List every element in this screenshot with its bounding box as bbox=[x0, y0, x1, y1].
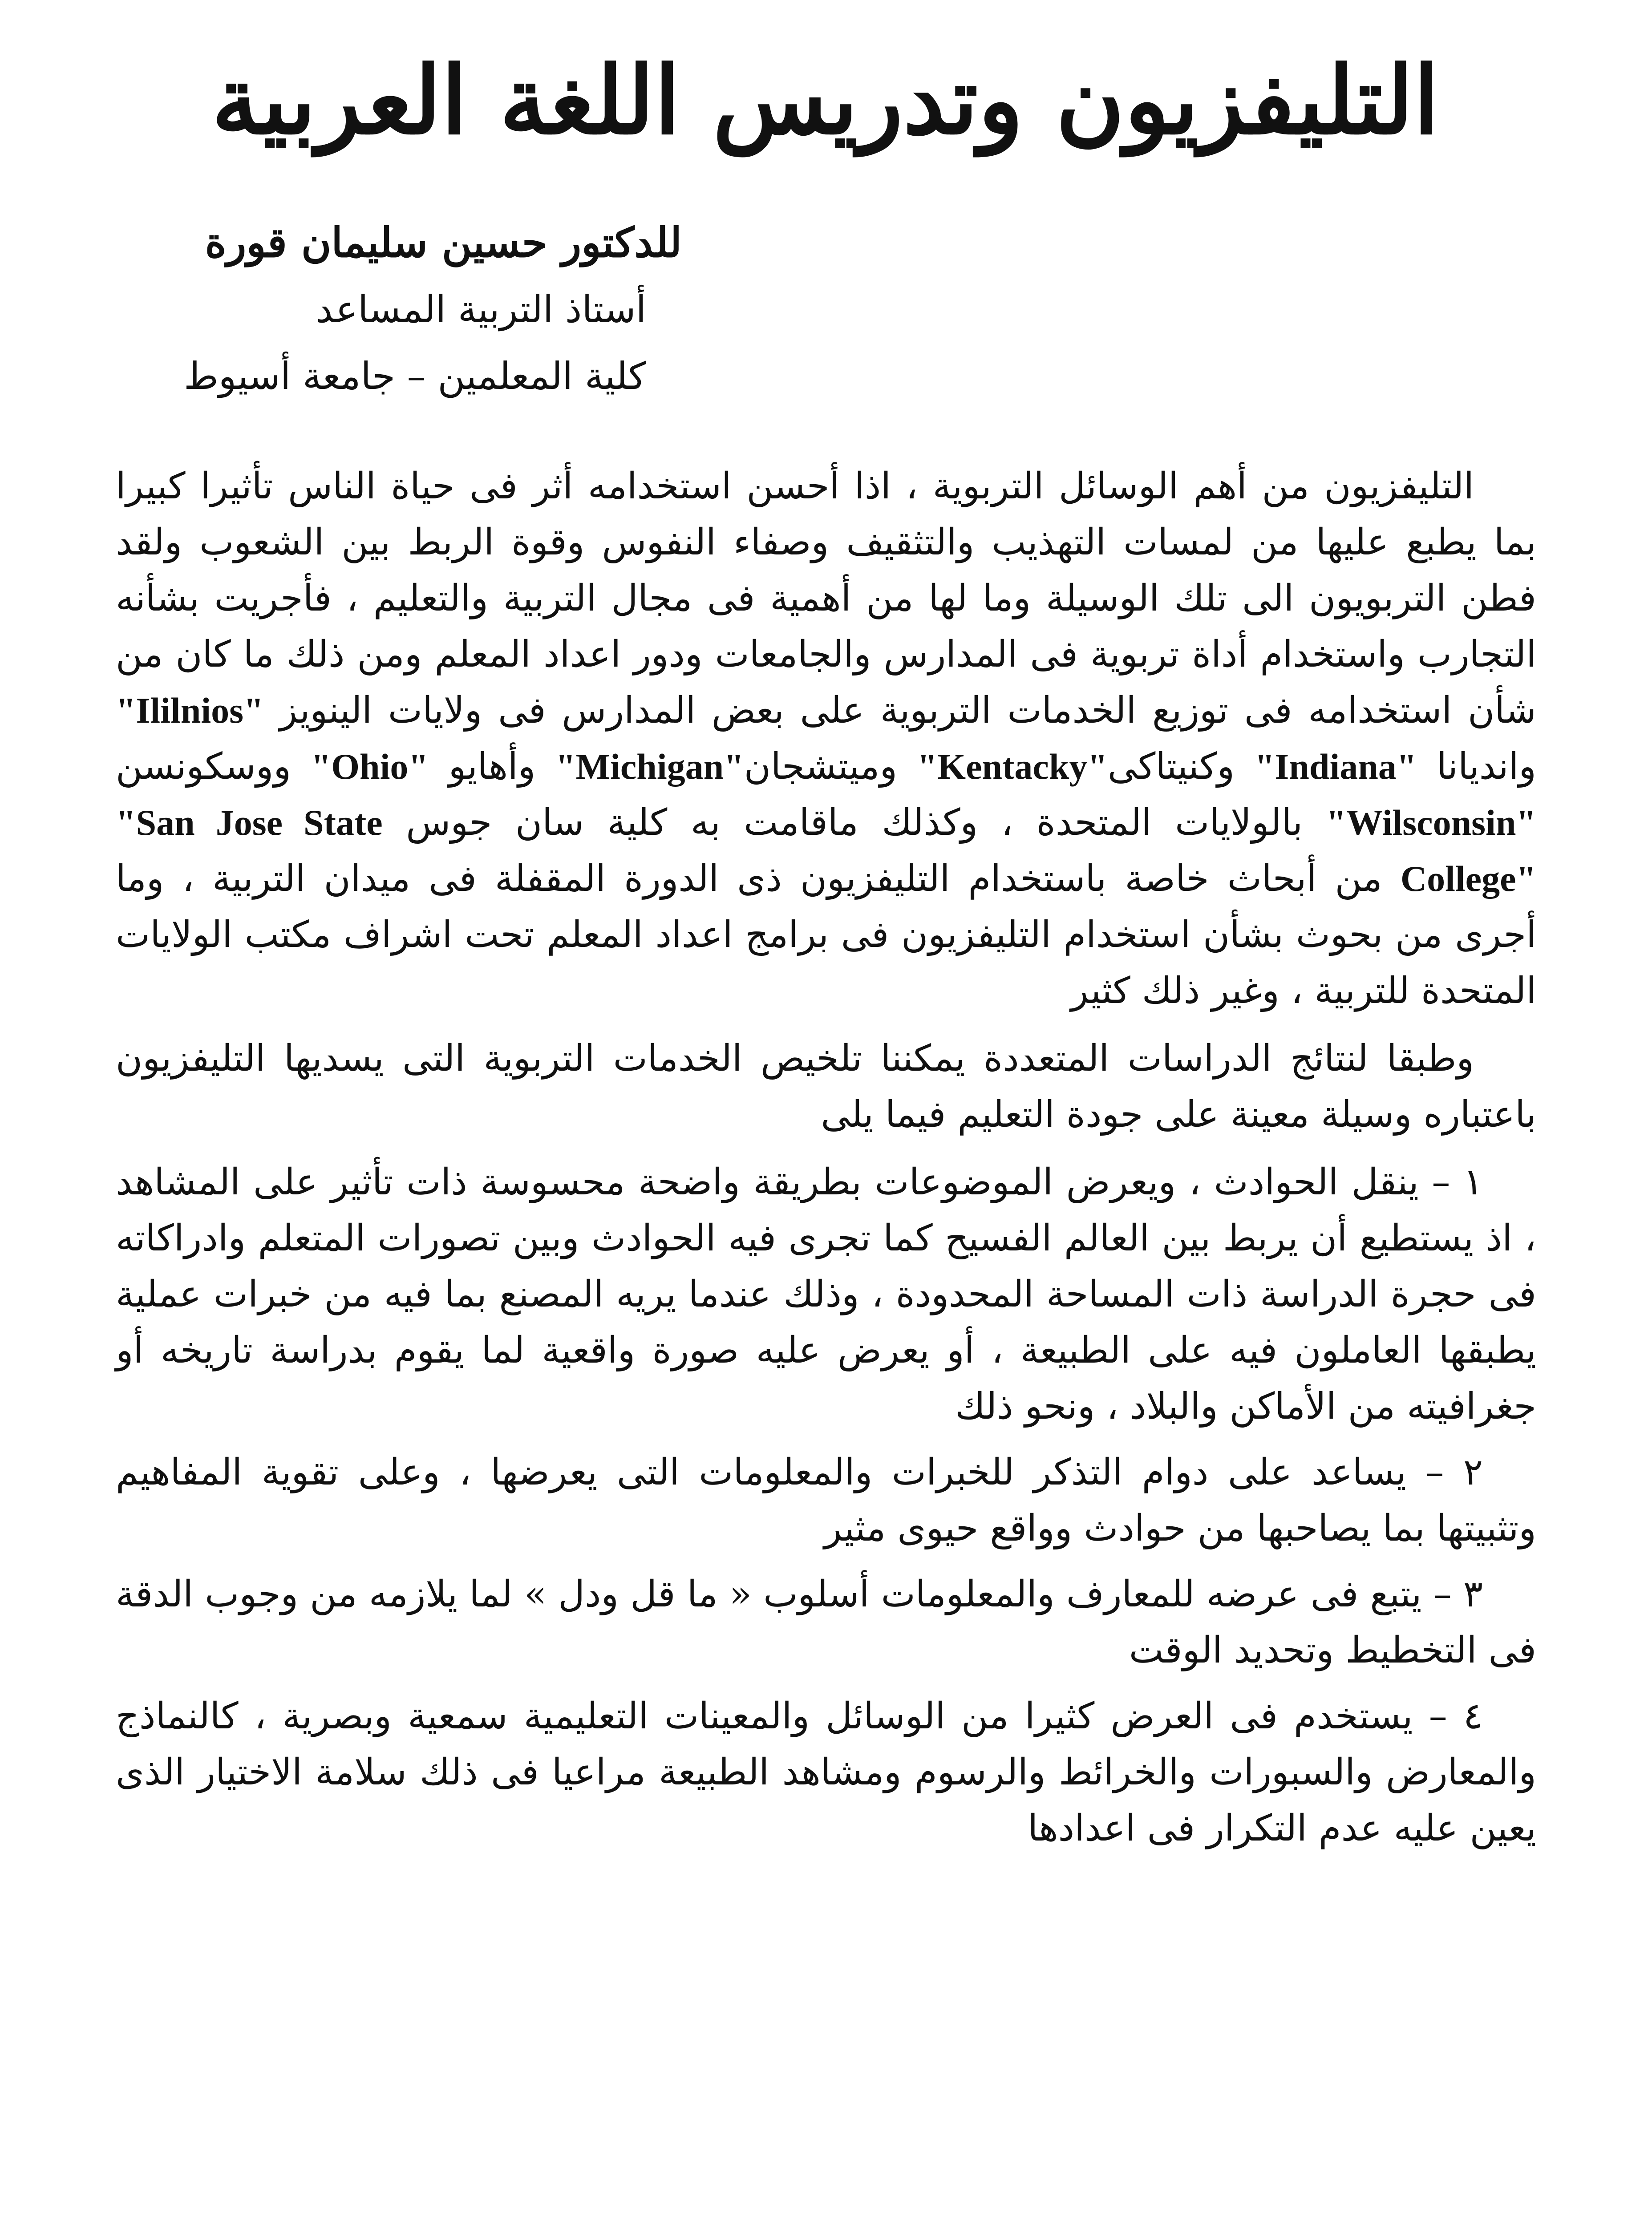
article-body bbox=[116, 458, 1536, 1866]
author-name: للدكتور حسين سليمان قورة bbox=[205, 218, 682, 267]
author-affiliation: كلية المعلمين – جامعة أسيوط bbox=[184, 354, 646, 398]
intro-text-f: ووسكونسن bbox=[116, 745, 291, 788]
english-term-kentucky: "Kentacky" bbox=[917, 746, 1108, 787]
intro-text-h: من أبحاث خاصة باستخدام التليفزيون ذى الدورة المقفلة فى ميدان التربية ، وما أجرى من بحوث بشأن استخدام التليفزيون فى برامج اعداد المعلم تحت اشراف مكتب الولايات المتحدة للتربية ، وغير ذلك كثير bbox=[116, 858, 1536, 1012]
list-item-3: ٣ – يتبع فى عرضه للمعارف والمعلومات أسلوب « ما قل ودل » لما يلازمه من وجوب الدقة فى التخطيط وتحديد الوقت bbox=[116, 1573, 1536, 1671]
intro-text-g: بالولايات المتحدة ، وكذلك ماقامت به كلية سان جوس bbox=[406, 801, 1303, 844]
author-block bbox=[103, 209, 682, 409]
english-term-ohio: "Ohio" bbox=[311, 746, 429, 787]
english-term-san-jose: "San Jose State College" bbox=[116, 802, 1536, 899]
intro-text-b: واندیانا bbox=[1437, 745, 1537, 788]
intro-text-d: وميتشجان bbox=[744, 745, 898, 788]
list-item-1: ١ – ينقل الحوادث ، ويعرض الموضوعات بطريقة واضحة محسوسة ذات تأثير على المشاهد ، اذ يستطيع أن يربط بين العالم الفسيح كما تجرى فيه الحوادث وبين تصورات المتعلم وادراكاته فى حجرة الدراسة ذات المساحة المحدودة ، وذلك عندما يريه المصنع بما فيه من خبرات عملية يطبقها العاملون فيه على الطبيعة ، أو يعرض عليه صورة واقعية لما يقوم بدراسة تاريخه أو جغرافيته من الأماكن والبلاد ، ونحو ذلك bbox=[116, 1161, 1536, 1428]
english-term-wisconsin: "Wilsconsin" bbox=[1326, 802, 1536, 843]
english-term-indiana: "Indiana" bbox=[1254, 746, 1417, 787]
english-term-illinois: "Ililnios" bbox=[116, 690, 264, 731]
list-item-4: ٤ – يستخدم فى العرض كثيرا من الوسائل والمعينات التعليمية سمعية وبصرية ، كالنماذج والمعارض والسبورات والخرائط والرسوم ومشاهد الطبيعة مراعيا فى ذلك سلامة الاختيار الذى يعين عليه عدم التكرار فى اعدادها bbox=[116, 1695, 1536, 1849]
intro-paragraph bbox=[116, 458, 1536, 1019]
author-position: أستاذ التربية المساعد bbox=[316, 287, 646, 331]
intro-text-c: وكنيتاكى bbox=[1107, 745, 1235, 788]
summary-paragraph: وطبقا لنتائج الدراسات المتعددة يمكننا تلخيص الخدمات التربوية التى يسديها التليفزيون باعتباره وسيلة معينة على جودة التعليم فيما يلى bbox=[116, 1037, 1536, 1136]
intro-text-a: التليفزيون من أهم الوسائل التربوية ، اذا أحسن استخدامه أثر فى حياة الناس تأثيرا كبيرا بما يطبع عليها من لمسات التهذيب والتثقيف وصفاء النفوس وقوة الربط بين الشعوب ولقد فطن التربويون الى تلك الوسيلة وما لها من أهمية فى مجال التربية والتعليم ، فأجريت بشأنه التجارب واستخدام أداة تربوية فى المدارس والجامعات ودور اعداد المعلم ومن ذلك ما كان من شأن استخدامه فى توزيع الخدمات التربوية على بعض المدارس فى ولايات الينويز bbox=[116, 465, 1536, 732]
english-term-michigan: "Michigan" bbox=[555, 746, 744, 787]
list-item-2: ٢ – يساعد على دوام التذكر للخبرات والمعلومات التى يعرضها ، وعلى تقوية المفاهيم وتثبيتها بما يصاحبها من حوادث وواقع حيوى مثير bbox=[116, 1451, 1536, 1549]
page-title: التليفزيون وتدريس اللغة العربية bbox=[211, 45, 1440, 155]
intro-text-e: وأهايو bbox=[448, 745, 536, 788]
